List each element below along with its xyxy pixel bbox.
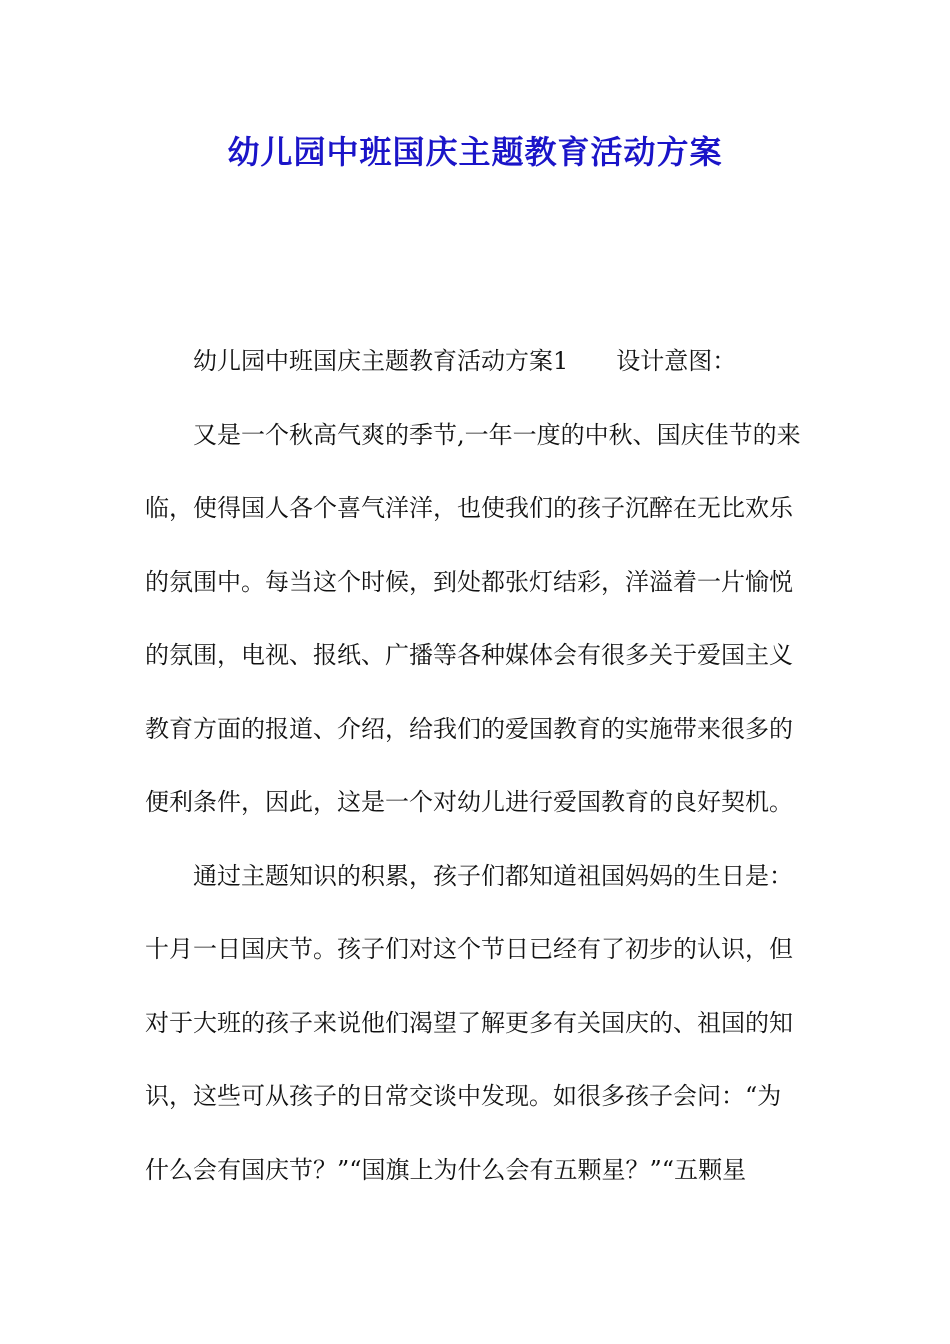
section-heading-line bbox=[145, 336, 810, 410]
document-title: 幼儿园中班国庆主题教育活动方案 bbox=[227, 133, 723, 171]
paragraph-line: 的氛围中。每当这个时候，到处都张灯结彩，洋溢着一片愉悦 bbox=[145, 567, 793, 596]
paragraph-line: 什么会有国庆节？”“国旗上为什么会有五颗星？”“五颗星 bbox=[145, 1155, 747, 1184]
paragraph-line: 对于大班的孩子来说他们渴望了解更多有关国庆的、祖国的知 bbox=[145, 1008, 793, 1037]
section-label: 设计意图： bbox=[616, 347, 737, 375]
paragraph-line: 教育方面的报道、介绍，给我们的爱国教育的实施带来很多的 bbox=[145, 714, 793, 743]
paragraph-line: 的氛围，电视、报纸、广播等各种媒体会有很多关于爱国主义 bbox=[145, 641, 793, 669]
paragraph-line: 便利条件，因此，这是一个对幼儿进行爱国教育的良好契机。 bbox=[145, 788, 793, 816]
paragraph-line: 通过主题知识的积累，孩子们都知道祖国妈妈的生日是： bbox=[193, 861, 793, 890]
paragraph-line: 识，这些可从孩子的日常交谈中发现。如很多孩子会问：“为 bbox=[145, 1082, 782, 1110]
document-body bbox=[145, 336, 810, 1218]
paragraph-line: 又是一个秋高气爽的季节,一年一度的中秋、国庆佳节的来 bbox=[193, 420, 801, 449]
section-heading: 幼儿园中班国庆主题教育活动方案1 bbox=[193, 347, 569, 375]
paragraph-line: 十月一日国庆节。孩子们对这个节日已经有了初步的认识，但 bbox=[145, 935, 793, 963]
paragraph-line: 临，使得国人各个喜气洋洋，也使我们的孩子沉醉在无比欢乐 bbox=[145, 494, 793, 522]
